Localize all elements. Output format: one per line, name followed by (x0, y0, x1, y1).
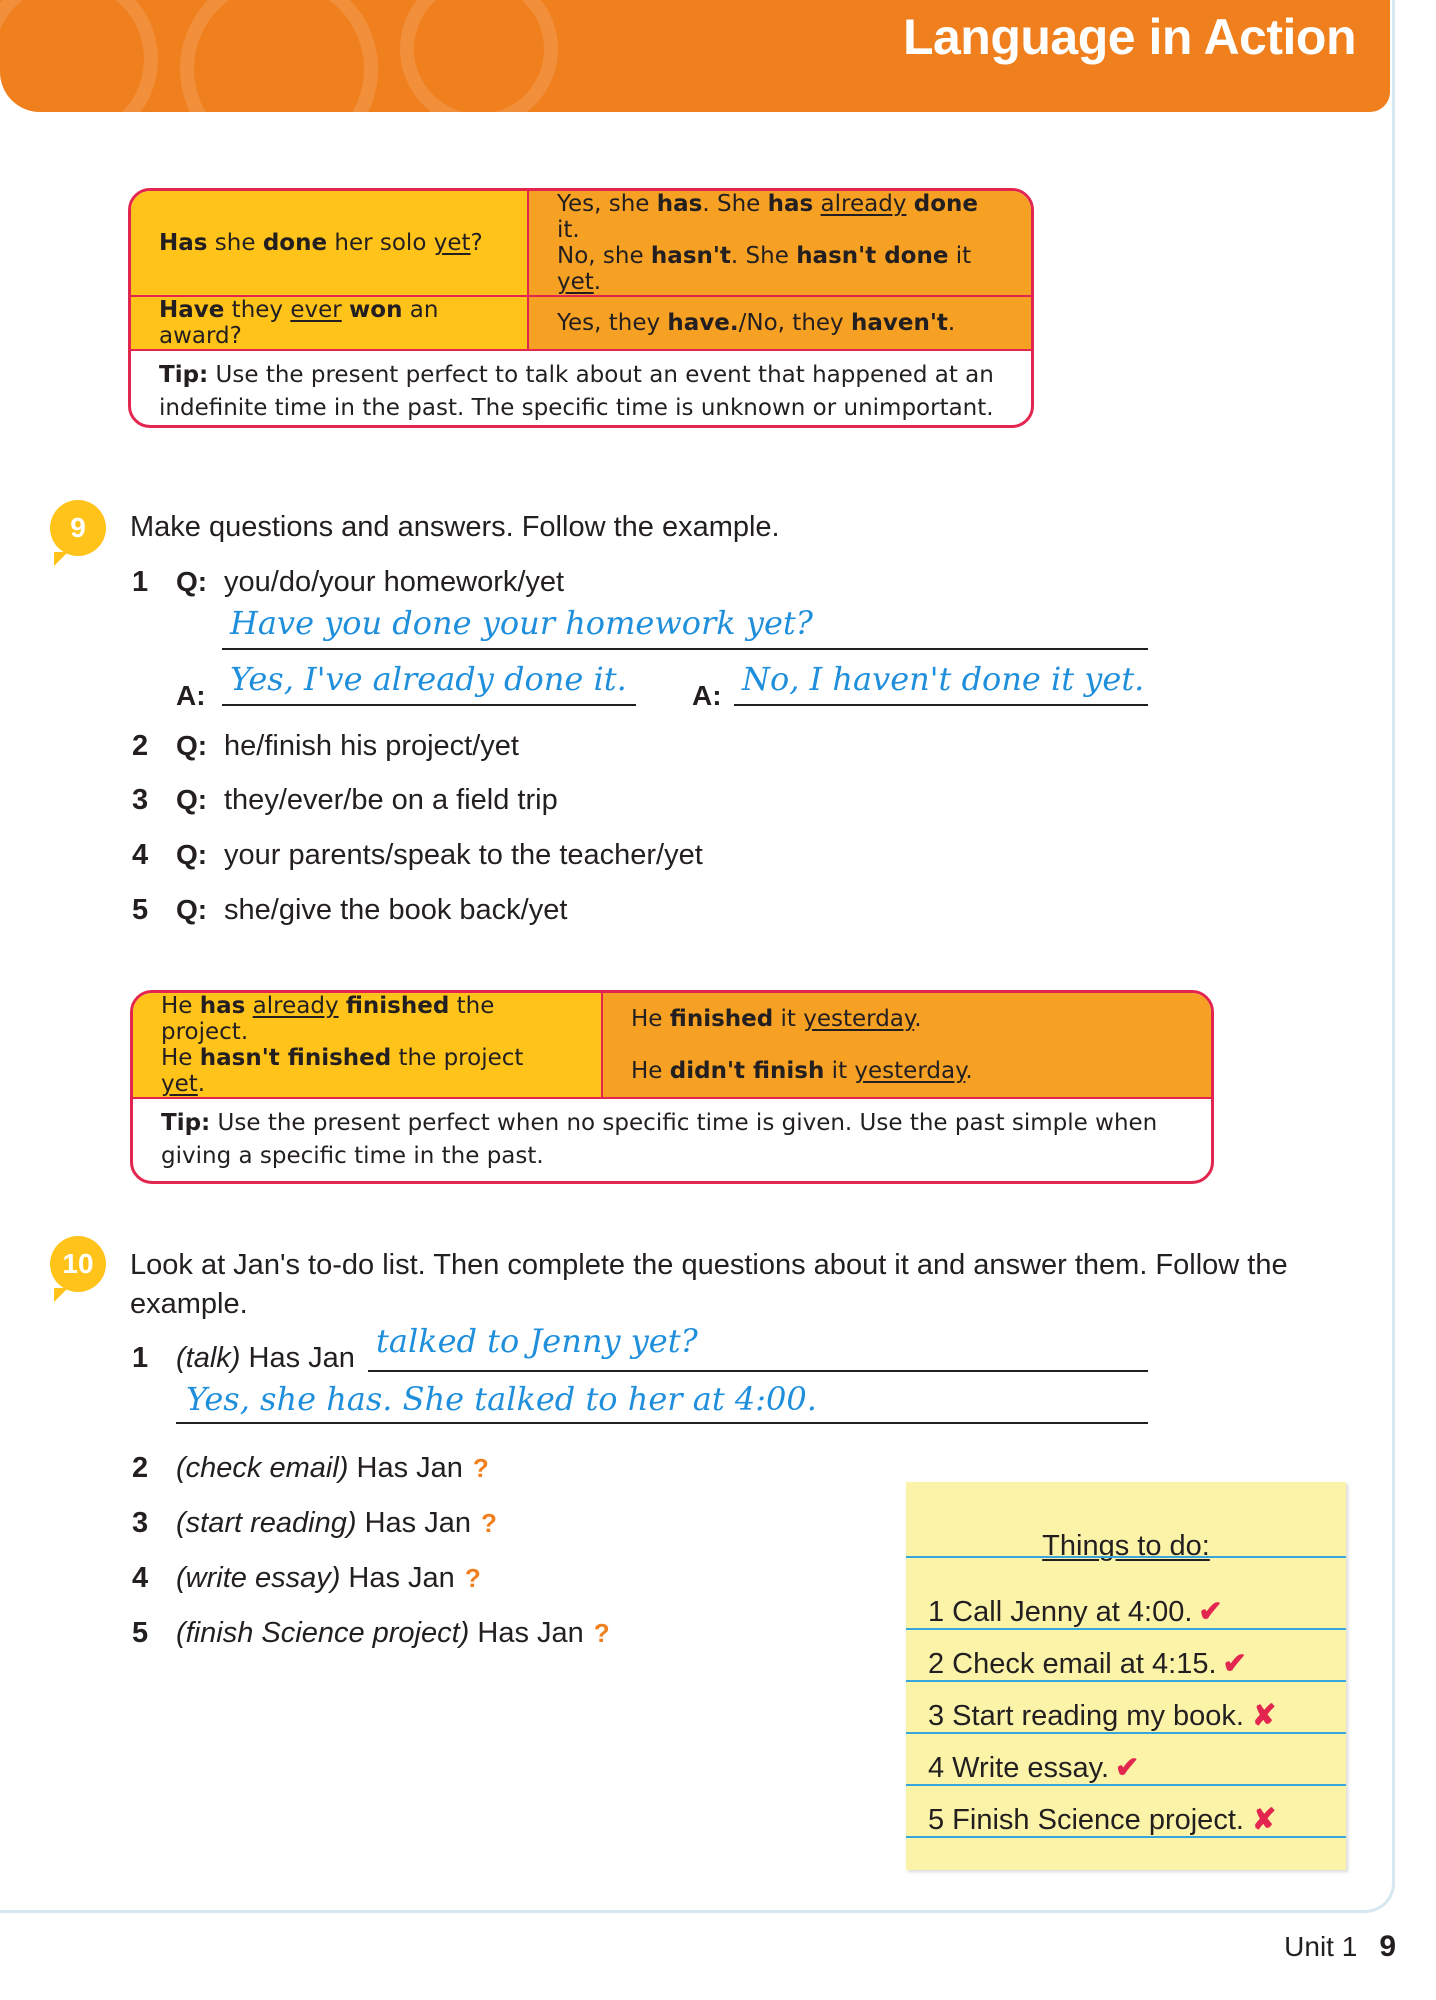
ex9-example-answer-yes: Yes, I've already done it. (230, 660, 627, 698)
ex10-item-2-number: 2 (132, 1452, 149, 1484)
ex10-item-4-number: 4 (132, 1562, 149, 1594)
ex9-item-4-q-label: Q: (176, 839, 208, 870)
ex9-item-5-number: 5 (132, 894, 149, 926)
ex9-item-4-number: 4 (132, 839, 149, 871)
ex9-item-5-prompt: she/give the book back/yet (224, 894, 568, 926)
ex9-example-question: Have you done your homework yet? (230, 604, 813, 642)
ex10-item-4-prompt: (write essay) Has Jan ? (176, 1562, 481, 1594)
grammar-box-2 (130, 990, 1214, 1184)
check-icon: ✔ (1198, 1596, 1223, 1628)
cross-icon: ✘ (1251, 1804, 1277, 1836)
ex10-answer-line (176, 1422, 1148, 1424)
ex10-item-5-prompt: (finish Science project) Has Jan ? (176, 1617, 610, 1649)
todo-rule (906, 1680, 1346, 1682)
exercise-10-badge: 10 (50, 1236, 106, 1292)
ex10-example-question: talked to Jenny yet? (376, 1322, 698, 1360)
grammar-table-1 (131, 191, 1031, 351)
ex10-example-answer: Yes, she has. She talked to her at 4:00. (186, 1380, 817, 1418)
ex10-item-3-number: 3 (132, 1507, 149, 1539)
page-number: 9 (1379, 1930, 1396, 1963)
ex9-item-1-q-label: Q: (176, 566, 208, 597)
cross-icon: ✘ (1251, 1700, 1277, 1732)
ex9-item-2-prompt: he/finish his project/yet (224, 730, 519, 762)
unit-label: Unit 1 (1284, 1931, 1358, 1962)
todo-item: 3 Start reading my book. ✘ (928, 1700, 1277, 1732)
todo-rule (906, 1732, 1346, 1734)
grammar1-answer-1b: No, she hasn't. She hasn't done it yet. (528, 243, 1031, 296)
ex9-item-1-prompt: you/do/your homework/yet (224, 566, 565, 598)
check-icon: ✔ (1222, 1648, 1247, 1680)
todo-item: 5 Finish Science project. ✘ (928, 1804, 1277, 1836)
question-mark-icon: ? (472, 1453, 489, 1483)
exercise-10-instruction: Look at Jan's to-do list. Then complete the questions about it and answer them. Follow the example. (130, 1249, 1288, 1320)
exercise-9-badge: 9 (50, 500, 106, 556)
todo-item: 1 Call Jenny at 4:00. ✔ (928, 1596, 1223, 1628)
grammar1-question-2: Have they ever won an award? (131, 296, 528, 350)
ex10-item-5-number: 5 (132, 1617, 149, 1649)
grammar2-tip: Tip: Use the present perfect when no specific time is given. Use the past simple when giving a specific time in the past. (161, 1110, 1158, 1169)
page-footer (1284, 1930, 1396, 1964)
todo-title: Things to do: (1042, 1530, 1210, 1562)
ex9-a-label-1: A: (176, 680, 206, 711)
todo-item: 2 Check email at 4:15. ✔ (928, 1648, 1247, 1680)
ex10-question-line (368, 1370, 1148, 1372)
question-mark-icon: ? (593, 1618, 610, 1648)
ex9-item-4-prompt: your parents/speak to the teacher/yet (224, 839, 703, 871)
ex9-answer-line-2 (734, 704, 1148, 706)
ex9-item-3-number: 3 (132, 784, 149, 816)
ex10-item-1-prompt: (talk) Has Jan (176, 1342, 355, 1374)
page-title: Language in Action (902, 9, 1356, 65)
ex10-item-2-prompt: (check email) Has Jan ? (176, 1452, 489, 1484)
grammar2-row2-left: He hasn't finished the project yet. (133, 1045, 602, 1098)
grammar2-row1-right: He finished it yesterday. (602, 993, 1211, 1045)
grammar2-row1-left: He has already finished the project. (133, 993, 602, 1045)
ex9-question-line (222, 648, 1148, 650)
ex9-answer-line-1 (222, 704, 636, 706)
ex9-a-label-2: A: (692, 680, 722, 711)
question-mark-icon: ? (480, 1508, 497, 1538)
grammar1-question-1: Has she done her solo yet? (131, 191, 528, 296)
ex9-item-2-q-label: Q: (176, 730, 208, 761)
grammar-box-1 (128, 188, 1034, 428)
header-bar (0, 0, 1390, 112)
todo-rule (906, 1556, 1346, 1558)
ex9-item-2-number: 2 (132, 730, 149, 762)
todo-rule (906, 1784, 1346, 1786)
grammar1-tip: Tip: Use the present perfect to talk about an event that happened at an indefinite time in the past. The specific time is unknown or unimportant. (159, 362, 994, 421)
question-mark-icon: ? (464, 1563, 481, 1593)
ex9-item-5-q-label: Q: (176, 894, 208, 925)
ex9-item-3-q-label: Q: (176, 784, 208, 815)
exercise-9-instruction: Make questions and answers. Follow the example. (130, 511, 780, 543)
todo-rule (906, 1628, 1346, 1630)
todo-item: 4 Write essay. ✔ (928, 1752, 1140, 1784)
ex9-item-1-number: 1 (132, 566, 149, 598)
todo-list-note (906, 1482, 1346, 1870)
grammar-table-2 (133, 993, 1211, 1099)
ex10-item-3-prompt: (start reading) Has Jan ? (176, 1507, 497, 1539)
ex9-example-answer-no: No, I haven't done it yet. (742, 660, 1145, 698)
ex9-item-3-prompt: they/ever/be on a field trip (224, 784, 558, 816)
check-icon: ✔ (1115, 1752, 1140, 1784)
grammar2-row2-right: He didn't finish it yesterday. (602, 1045, 1211, 1098)
todo-rule (906, 1836, 1346, 1838)
ex10-item-1-number: 1 (132, 1342, 149, 1374)
grammar1-answer-2: Yes, they have./No, they haven't. (528, 296, 1031, 350)
grammar1-answer-1a: Yes, she has. She has already done it. (528, 191, 1031, 243)
